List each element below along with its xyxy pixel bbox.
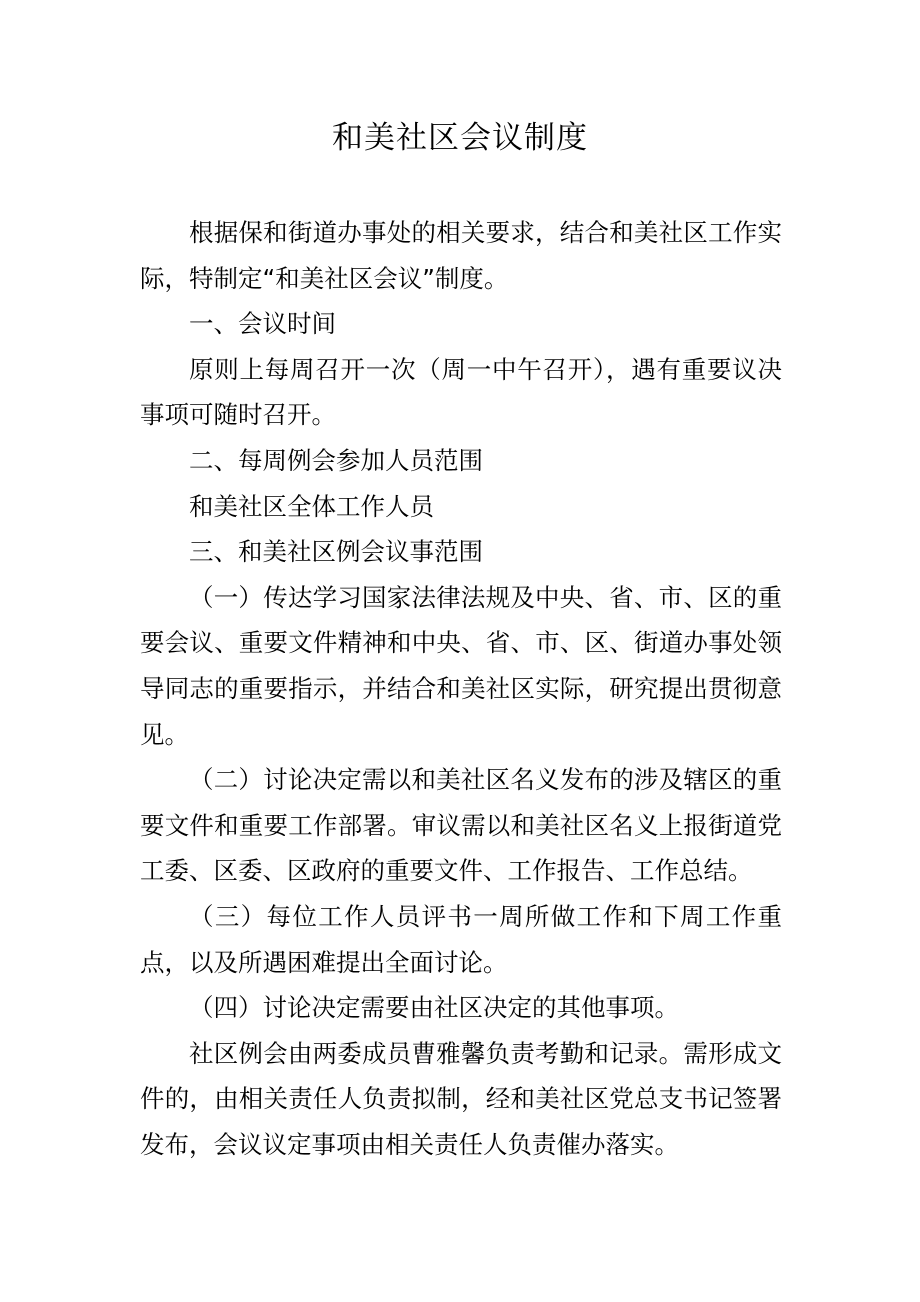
document-body [140, 210, 782, 1167]
section-heading-participants: 二、每周例会参加人员范围 [189, 445, 483, 475]
scope-item-3: （三）每位工作人员评书一周所做工作和下周工作重点，以及所遇困难提出全面讨论。 [140, 901, 782, 977]
section-heading-scope: 三、和美社区例会议事范围 [189, 537, 483, 567]
intro-paragraph: 根据保和街道办事处的相关要求，结合和美社区工作实际，特制定“和美社区会议”制度。 [140, 218, 782, 293]
document-title: 和美社区会议制度 [332, 120, 588, 156]
scope-item-2: （二）讨论决定需以和美社区名义发布的涉及辖区的重要文件和重要工作部署。审议需以和美社区名义上报街道党工委、区委、区政府的重要文件、工作报告、工作总结。 [140, 765, 782, 886]
participants-paragraph: 和美社区全体工作人员 [189, 491, 434, 521]
scope-item-4: （四）讨论决定需要由社区决定的其他事项。 [189, 993, 679, 1023]
closing-paragraph: 社区例会由两委成员曹雅馨负责考勤和记录。需形成文件的，由相关责任人负责拟制，经和美社区党总支书记签署发布，会议议定事项由相关责任人负责催办落实。 [140, 1038, 782, 1159]
section-heading-meeting-time: 一、会议时间 [189, 309, 336, 339]
meeting-time-paragraph: 原则上每周召开一次（周一中午召开），遇有重要议决事项可随时召开。 [140, 354, 782, 430]
scope-item-1: （一）传达学习国家法律法规及中央、省、市、区的重要会议、重要文件精神和中央、省、市、区、街道办事处领导同志的重要指示，并结合和美社区实际，研究提出贯彻意见。 [140, 582, 782, 749]
